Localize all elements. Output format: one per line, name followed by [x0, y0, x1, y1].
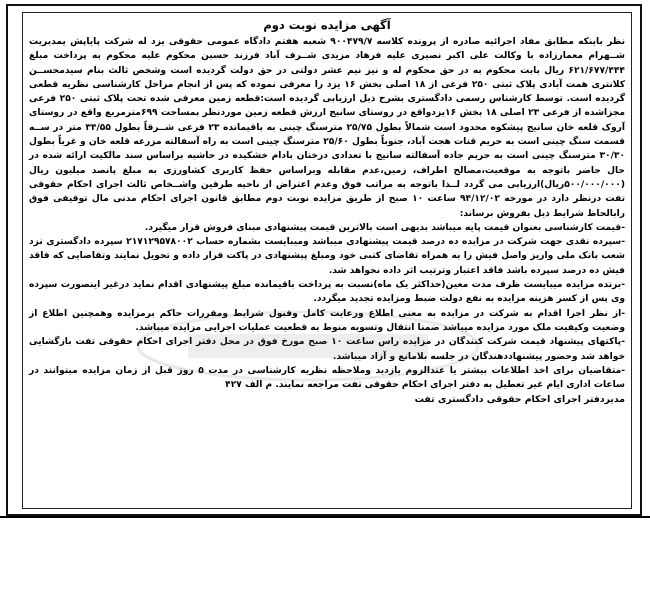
condition-participation-terms: -از نظر اجرا اقدام به شرکت در مزایده به معنی اطلاع ورعایت کامل وقبول شرایط ومقررات حاکم برمزایده وهمچنین اطلاع از وضعیت وکیفیت ملک مورد مزایده میباشد ضمنا انتقال وتسویه منوط به قطعیت عملیات اجرایی مزایده میباشد.	[29, 308, 625, 333]
signature-line: مدیردفتر اجرای احکام حقوقی دادگستری تفت	[414, 394, 625, 406]
notice-box	[22, 12, 632, 509]
condition-base-price: -قیمت کارشناسی بعنوان قیمت پایه میباشد بدیهی است بالاترین قیمت پیشنهادی مبنای فروش قرار میگیرد.	[144, 222, 625, 233]
notice-title: آگهی مزایده نوبت دوم	[263, 18, 391, 32]
condition-deposit: -سپرده نقدی جهت شرکت در مزایده ده درصد قیمت پیشنهادی میباشد ومیبایست بشماره حساب ۲۱۷۱۲۹۵۷۸۰۰۲ سپرده دادگستری نزد شعب بانک ملی واریز واصل فیش را به همراه تقاضای کتبی خود ومبلغ پیشنهادی در پاکت قرار داده و تحویل نمایند وتقاضایی که فاقد فیش ده درصد سپرده باشد فاقد اعتبار وترتیب اثر داده نخواهد شد.	[29, 237, 625, 276]
page-bottom-rule	[0, 516, 650, 518]
condition-envelope-opening: -پاکتهای پیشنهاد قیمت شرکت کنندگان در مزایده راس ساعت ۱۰ صبح مورخ فوق در محل دفتر اجرای احکام حقوقی تفت بازگشایی خواهد شد وحضور پیشنهاددهندگان در جلسه بلامانع و آزاد میباشد.	[29, 337, 625, 362]
notice-main-paragraph: نظر باینکه مطابق مفاد اجرائیه صادره از پرونده کلاسه ۹۰۰۴۷۹/۷ شعبه هفتم دادگاه عمومی حقوقی یزد له شرکت پایاپش یمدیریت شــهرام معمارزاده با وکالت علی اکبر نصیری علیه فرهاد مزیدی شــرف آباد فرزند حسین محکوم علیه محکوم به پرداخت مبلغ ۶۲۱/۶۷۷/۴۴۴ ریال بابت محکوم به در حق محکوم له و نیز نیم عشر دولتی در حق دولت گردیده است وشخص ثالث بنام سیدمحســن کلانتری همت آبادی پلاک ثبتی ۲۵۰ فرعی از ۱۸ اصلی بخش ۱۶ یزد را معرفی نموده که پس از انجام مراحل کارشناسی نظریه قطعی گردیده است. توسط کارشناس رسمی دادگستری بشرح ذیل ارزیابی گردیده است:قطعه زمین معرفی شده تحت پلاک ثبتی ۲۵۰ فرعی مجزاشده از فرعی ۲۳ اصلی ۱۸ بخش ۱۶یزدواقع در روستای سانیج ارزش قطعه زمین موردنظر بمساحت ۶۹۹مترمربع واقع در روستای آروک قلعه خان سانیج پیشکوه محدود است شمالاً بطول ۲۵/۷۵ مترسنگ چینی به باقیمانده ۲۳ فرعی شــرقاً بطول ۳۴/۵۵ متر در ســه قسمت سنگ چینی است به حریم قنات هجت آباد، جنوباً بطول ۲۵/۶۰ مترسنگ چینی است به راه آسفالته مزرعه قلعه خان و غرباً بطول ۳۰/۳۰ مترسنگ چینی است به حریم جاده آسفالته سانیج با تعدادی درختان بادام خشکیده در حاشیه براساس سند مالکیت ارائه شده در حال حاضر باتوجه به موقعیت،مصالح اطراف، زمین،عدم مقابله وبراساس حفظ کاربری کشاورزی به مبلغ پانصد میلیون ریال (۵۰۰/۰۰۰/۰۰۰ریال)ارزیابی می گردد لــذا باتوجه به مراتب فوق وعدم اعتراض از ناحیه طرفین واشــخاص ثالث اجرای احکام حقوقی تفت درنظر دارد در مورخه ۹۴/۱۲/۰۲ ساعت ۱۰ صبح از طریق مزایده نوبت دوم مطابق قانون اجرای احکام مدنی مال توقیفی فوق رابالحاظ شرایط ذیل بفروش برساند:	[29, 37, 626, 219]
condition-information: -متقاضیان برای اخذ اطلاعات بیشتر یا عندالزوم بازدید وملاحظه نظریه کارشناسی در مدت ۵ روز قبل از زمان مزایده میتوانند در ساعات اداری ایام غیر تعطیل به دفتر اجرای احکام حقوقی تفت مراجعه نمایند. م الف ۴۲۷	[29, 365, 626, 391]
notice-outer-frame	[6, 4, 642, 516]
condition-winner-payment: -برنده مزایده میبایست ظرف مدت معین(حداکثر یک ماه)نسبت به پرداخت باقیمانده مبلغ پیشنهادی اقدام نماید درغیر اینصورت سپرده وی پس از کسر هزینه مزایده به نفع دولت ضبط ومزایده تجدید میگردد.	[29, 280, 625, 305]
